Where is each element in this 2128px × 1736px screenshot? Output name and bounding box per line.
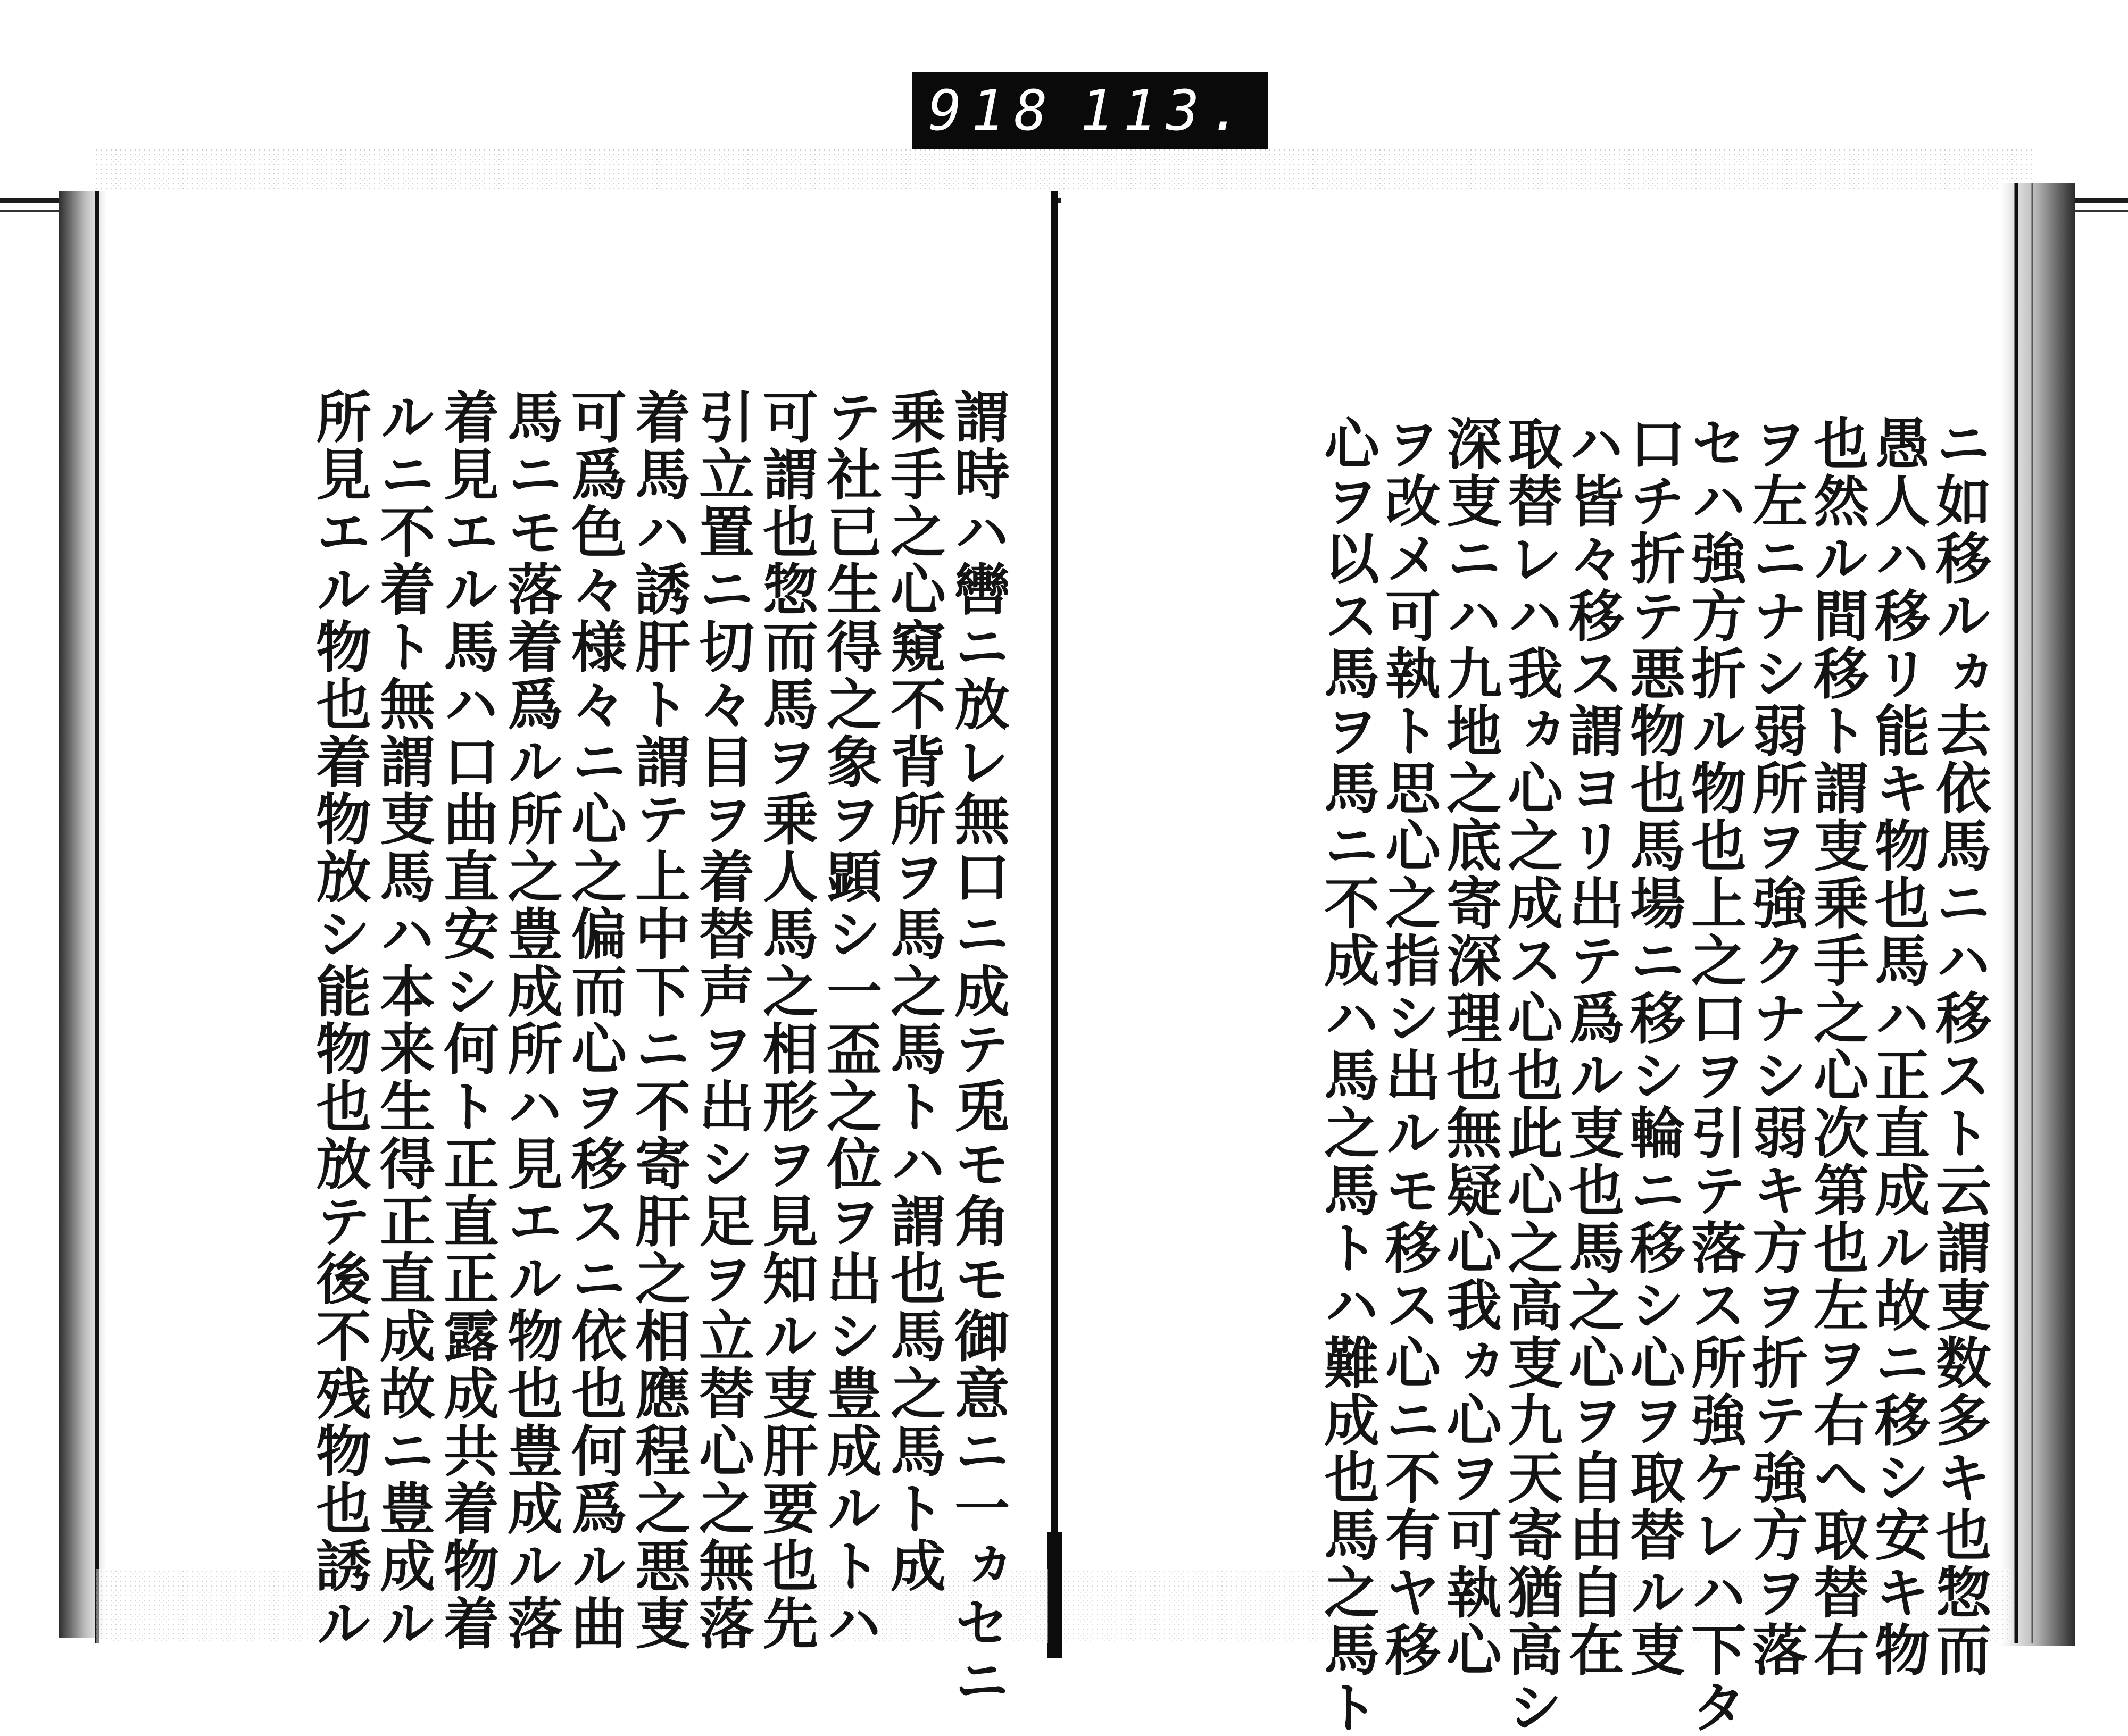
- label-number-right: 113.: [1080, 78, 1252, 143]
- left-page-column: ルニ不着ト無謂叓馬ハ本来生得正直成故ニ豊成ル: [370, 388, 436, 1652]
- right-page-column: 愚人ハ移リ能キ物也馬ハ正直成ル故ニ移シ安キ物: [1865, 415, 1931, 1679]
- right-page-column: ヲ左ニナシ弱所ヲ強クナシ弱キ方ヲ折テ強方ヲ落: [1743, 415, 1808, 1679]
- gutter-line: [1051, 191, 1058, 1658]
- left-page-column: 着馬ハ誘肝ト謂テ上中下ニ不寄肝之相應程之悪叓: [626, 388, 691, 1652]
- left-page: [93, 191, 1051, 1709]
- right-page-column: 深叓ニハ九地之底寄深理也無疑心我ヵ心ヲ可執心: [1437, 415, 1502, 1679]
- right-page-column: ハ皆々移ス謂ヨリ出テ爲ル叓也馬之心ヲ自由自在: [1559, 415, 1625, 1679]
- left-page-column: 可爲色々様々ニ心之偏而心ヲ移スニ依也何爲ル曲: [562, 388, 627, 1652]
- right-page-column: 口チ折テ悪物也馬場ニ移シ輪ニ移シ心ヲ取替ル叓: [1620, 415, 1686, 1679]
- left-page-column: 着見エル馬ハ口曲直安シ何ト正直正露成共着物着: [434, 388, 500, 1652]
- right-page-column: 也然ル間移ト謂叓乗手之心次第也左ヲ右へ取替右: [1804, 415, 1869, 1679]
- right-page: [1061, 191, 2019, 1736]
- left-page-column: 馬ニモ落着爲ル所之豊成所ハ見エル物也豊成ル落: [498, 388, 563, 1652]
- left-page-column: 乗手之心窺不背所ヲ馬之馬トハ謂也馬之馬ト成: [881, 388, 946, 1595]
- right-page-column: セハ強方折ル物也上之口ヲ引テ落ス所強ケレハ下タ: [1682, 415, 1747, 1736]
- right-page-column: 取替レハ我ヵ心之成ス心也此心之高叓九天寄猶高シ: [1498, 415, 1564, 1736]
- right-page-column: ニ如移ルヵ去依馬ニハ移スト云謂叓数多キ也惣而: [1926, 415, 1992, 1679]
- left-page-column: 所見エル物也着物放シ能物也放テ後不残物也誘ル: [306, 388, 372, 1652]
- left-page-column: 引立置ニ切々目ヲ着替声ヲ出シ足ヲ立替心之無落: [689, 388, 755, 1652]
- catalog-number-label: [912, 72, 1268, 149]
- right-page-column: 心ヲ以ス馬ヲ馬ニ不成ハ馬之馬トハ難成也馬之馬ト: [1315, 415, 1380, 1736]
- label-number-left: 918: [928, 78, 1057, 143]
- left-page-column: テ社已生得之象ヲ顕シ一盃之位ヲ出シ豊成ルトハ: [817, 388, 883, 1652]
- right-page-column: ヲ改メ可執ト思心之指シ出ルモ移ス心ニ不有ヤ移: [1376, 415, 1441, 1679]
- left-page-column: 可謂也惣而馬ヲ乗人馬之相形ヲ見知ル叓肝要也先: [753, 388, 819, 1652]
- left-page-column: 謂時ハ轡ニ放レ無口ニ成テ兎モ角モ御意ニ一ヵセニ: [945, 388, 1010, 1709]
